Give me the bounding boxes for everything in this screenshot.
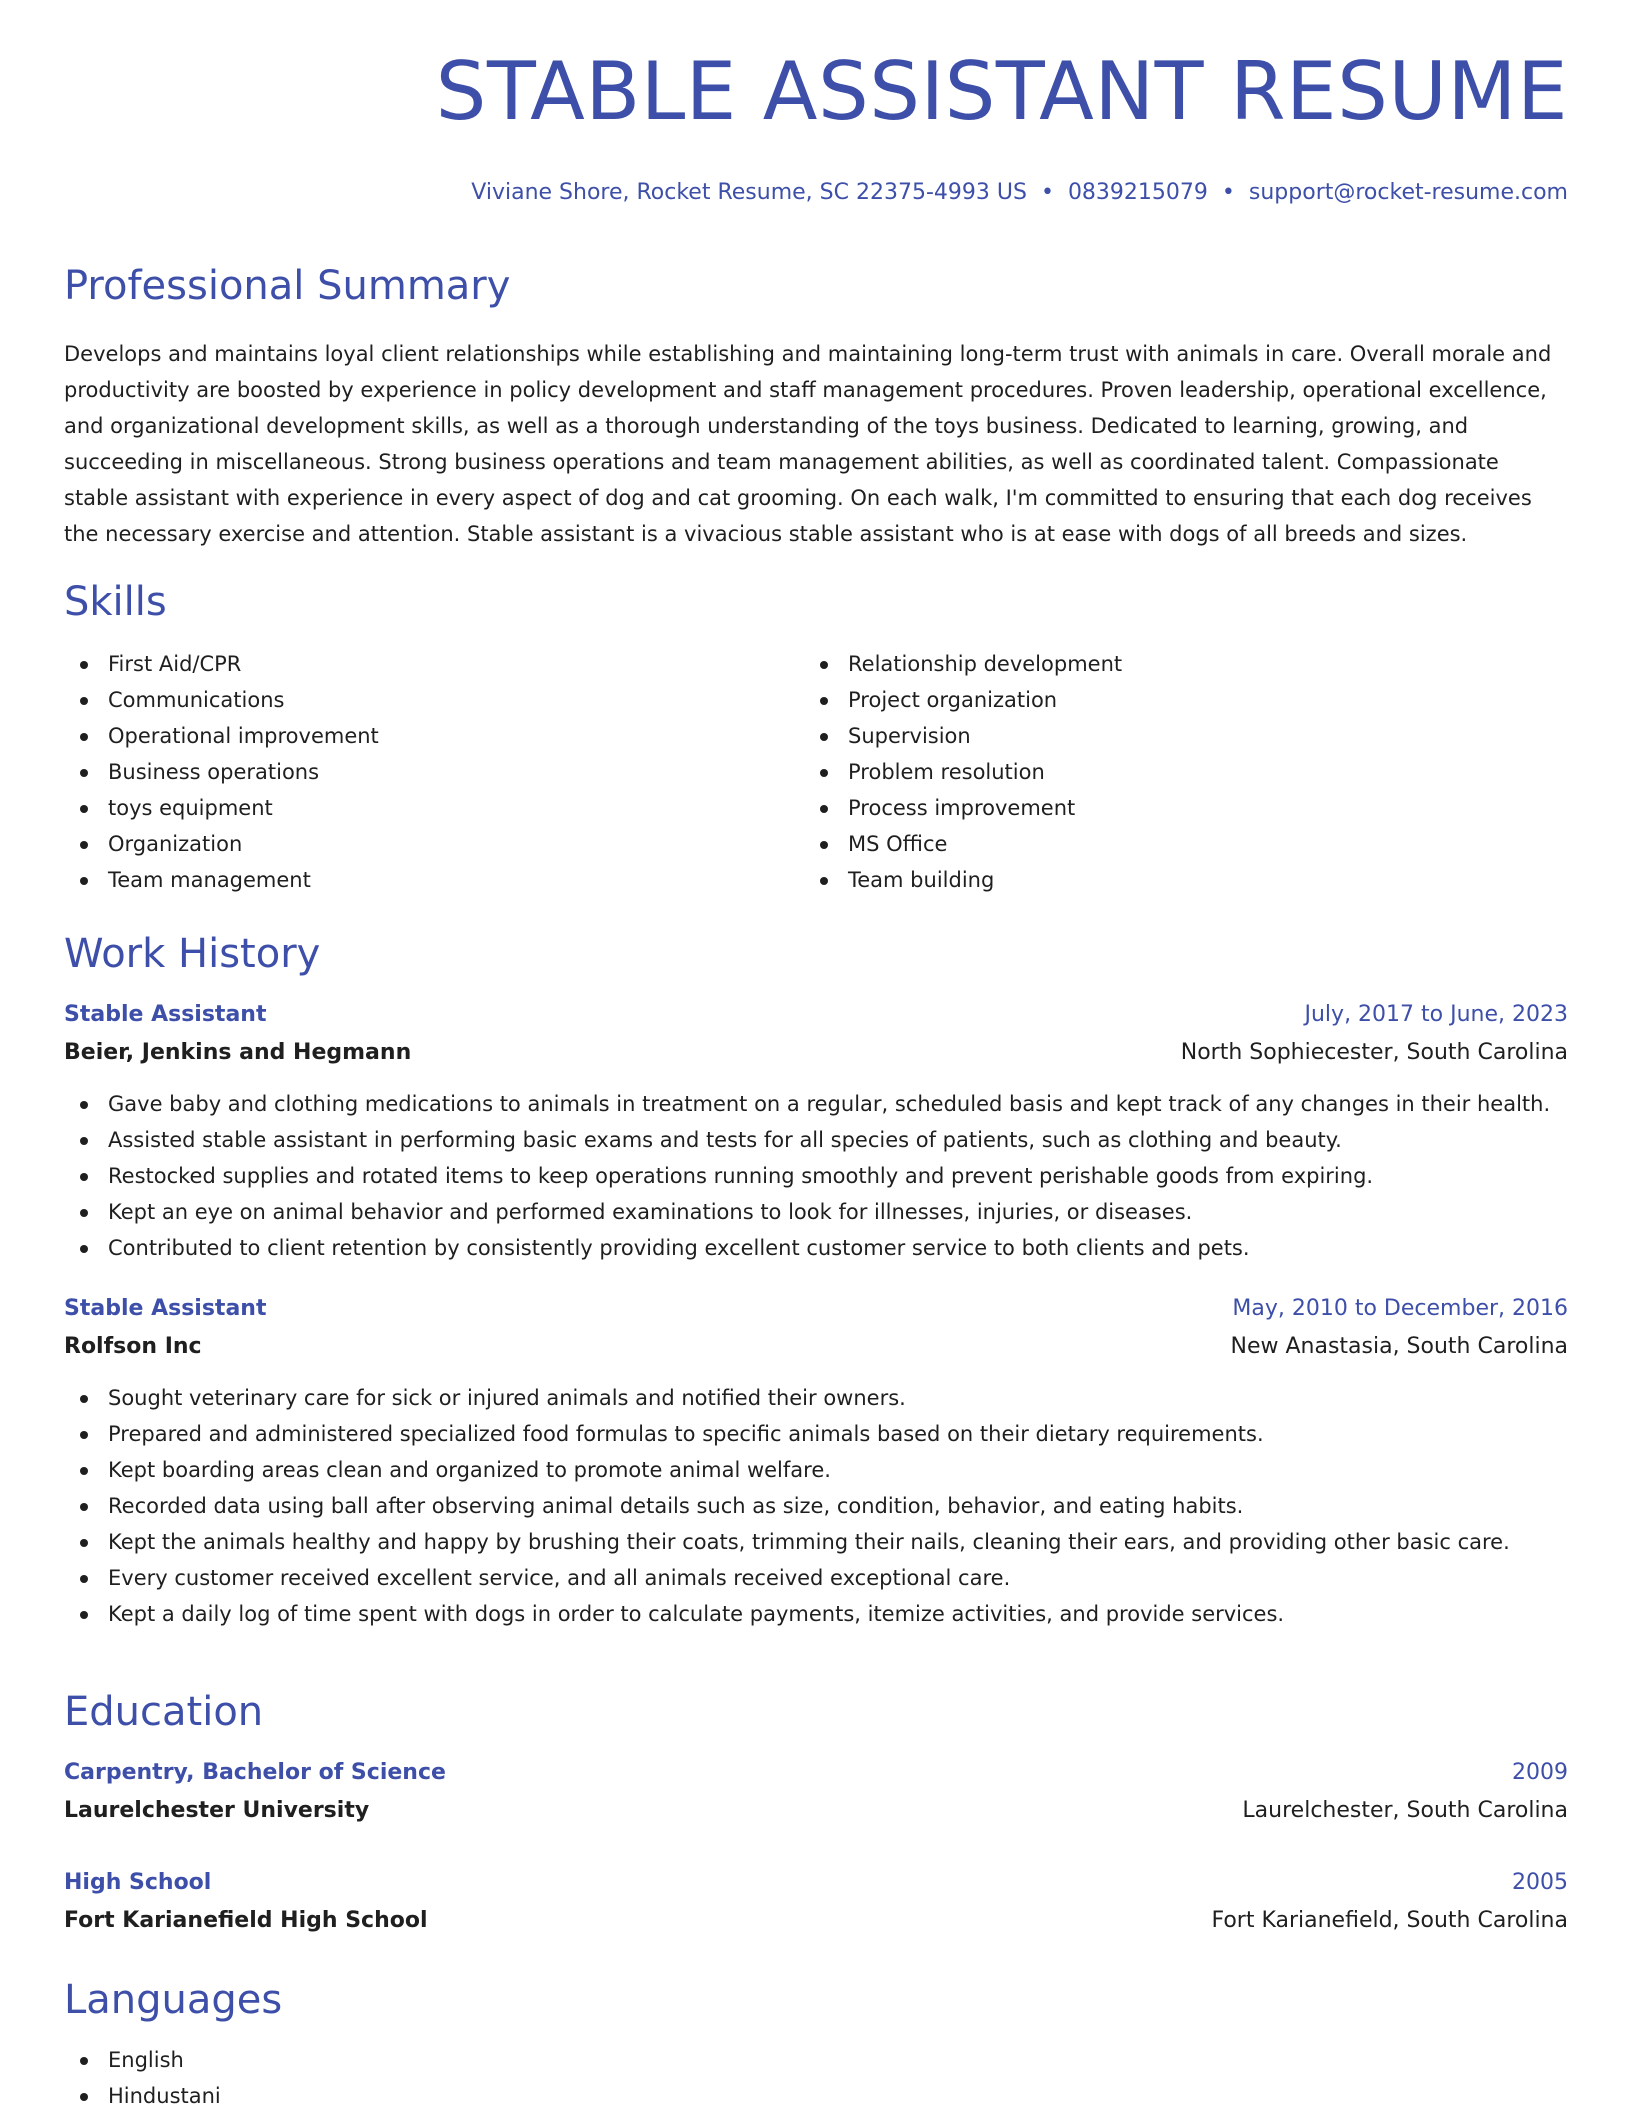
resume-page <box>64 0 1568 2112</box>
skill-item: Communications <box>64 682 764 718</box>
skill-item: toys equipment <box>64 790 764 826</box>
languages-heading: Languages <box>64 1977 283 2023</box>
skill-item: Relationship development <box>804 646 1504 682</box>
skill-item: MS Office <box>804 826 1504 862</box>
job-location: North Sophiecester, South Carolina <box>1180 1040 1568 1065</box>
job-bullet: Recorded data using ball after observing animal details such as size, condition, behavior, and eating habits. <box>64 1488 1568 1524</box>
job-bullet: Contributed to client retention by consistently providing excellent customer service to both clients and pets. <box>64 1230 1568 1266</box>
skill-item: Team management <box>64 862 764 898</box>
resume-title: STABLE ASSISTANT RESUME <box>435 45 1568 138</box>
languages-section <box>64 1977 1568 2112</box>
job-bullet: Kept the animals healthy and happy by brushing their coats, trimming their nails, cleaning their ears, and providing other basic care. <box>64 1524 1568 1560</box>
skill-item: Supervision <box>804 718 1504 754</box>
job-entry <box>64 996 1568 1266</box>
job-role: Stable Assistant <box>64 1296 267 1321</box>
skills-heading: Skills <box>64 579 167 625</box>
job-bullet: Prepared and administered specialized food formulas to specific animals based on their dietary requirements. <box>64 1416 1568 1452</box>
summary-text: Develops and maintains loyal client relationships while establishing and maintaining long-term trust with animals in care. Overall morale and productivity are boosted by experience in policy development and staff management procedures. Proven leadership, operational excellence, and organizational development skills, as well as a thorough understanding of the toys business. Dedicated to learning, growing, and succeeding in miscellaneous. Strong business operations and team management abilities, as well as coordinated talent. Compassionate stable assistant with experience in every aspect of dog and cat grooming. On each walk, I'm committed to ensuring that each dog receives the necessary exercise and attention. Stable assistant is a vivacious stable assistant who is at ease with dogs of all breeds and sizes. <box>64 342 1552 546</box>
job-dates: May, 2010 to December, 2016 <box>1232 1296 1568 1321</box>
skills-section <box>64 579 1568 906</box>
job-bullet: Kept a daily log of time spent with dogs in order to calculate payments, itemize activities, and provide services. <box>64 1596 1568 1632</box>
job-company: Beier, Jenkins and Hegmann <box>64 1040 412 1065</box>
job-bullet: Kept an eye on animal behavior and performed examinations to look for illnesses, injuries, or diseases. <box>64 1194 1568 1230</box>
contact-phone: 0839215079 <box>1067 180 1208 205</box>
contact-email[interactable]: support@rocket-resume.com <box>1248 180 1568 205</box>
job-dates: July, 2017 to June, 2023 <box>1304 1002 1568 1027</box>
skill-item: Business operations <box>64 754 764 790</box>
education-location: Laurelchester, South Carolina <box>1242 1798 1568 1823</box>
skill-item: Team building <box>804 862 1504 898</box>
work-section <box>64 931 1568 1632</box>
job-entry <box>64 1290 1568 1632</box>
education-heading: Education <box>64 1689 264 1735</box>
job-bullet: Every customer received excellent service, and all animals received exceptional care. <box>64 1560 1568 1596</box>
job-header-row <box>64 996 1568 1034</box>
skill-item: Process improvement <box>804 790 1504 826</box>
skill-item: Project organization <box>804 682 1504 718</box>
skills-columns <box>64 646 1568 906</box>
job-bullet: Assisted stable assistant in performing basic exams and tests for all species of patients, such as clothing and beauty. <box>64 1122 1568 1158</box>
job-bullets <box>64 1380 1568 1632</box>
skill-item: Organization <box>64 826 764 862</box>
contact-line <box>471 182 1568 204</box>
job-company-row <box>64 1328 1568 1366</box>
job-bullet: Kept boarding areas clean and organized to promote animal welfare. <box>64 1452 1568 1488</box>
skills-list-left <box>64 646 764 898</box>
skill-item: First Aid/CPR <box>64 646 764 682</box>
skill-item: Problem resolution <box>804 754 1504 790</box>
summary-section <box>64 263 1568 552</box>
skills-list-right <box>804 646 1504 898</box>
education-header-row <box>64 1864 1568 1902</box>
education-school: Fort Karianefield High School <box>64 1908 428 1933</box>
job-bullet: Sought veterinary care for sick or injured animals and notified their owners. <box>64 1380 1568 1416</box>
education-entry <box>64 1864 1568 1940</box>
education-school-row <box>64 1902 1568 1940</box>
education-year: 2009 <box>1512 1760 1568 1785</box>
skill-item: Operational improvement <box>64 718 764 754</box>
education-header-row <box>64 1754 1568 1792</box>
job-bullet: Gave baby and clothing medications to animals in treatment on a regular, scheduled basis and kept track of any changes in their health. <box>64 1086 1568 1122</box>
education-section <box>64 1689 1568 1940</box>
job-role: Stable Assistant <box>64 1002 267 1027</box>
summary-heading: Professional Summary <box>64 263 511 309</box>
education-location: Fort Karianefield, South Carolina <box>1211 1908 1568 1933</box>
job-company-row <box>64 1034 1568 1072</box>
job-bullets <box>64 1086 1568 1266</box>
contact-separator: • <box>1040 180 1054 205</box>
job-bullet: Restocked supplies and rotated items to keep operations running smoothly and prevent perishable goods from expiring. <box>64 1158 1568 1194</box>
education-entry <box>64 1754 1568 1830</box>
education-year: 2005 <box>1512 1870 1568 1895</box>
languages-list <box>64 2042 1568 2112</box>
job-header-row <box>64 1290 1568 1328</box>
education-degree: High School <box>64 1870 212 1895</box>
contact-address: Viviane Shore, Rocket Resume, SC 22375-4993 US <box>471 180 1027 205</box>
job-company: Rolfson Inc <box>64 1334 202 1359</box>
education-degree: Carpentry, Bachelor of Science <box>64 1760 446 1785</box>
contact-separator: • <box>1221 180 1235 205</box>
job-location: New Anastasia, South Carolina <box>1230 1334 1568 1359</box>
education-school: Laurelchester University <box>64 1798 370 1823</box>
work-heading: Work History <box>64 931 321 977</box>
language-item: English <box>64 2042 1568 2078</box>
education-school-row <box>64 1792 1568 1830</box>
language-item: Hindustani <box>64 2078 1568 2112</box>
